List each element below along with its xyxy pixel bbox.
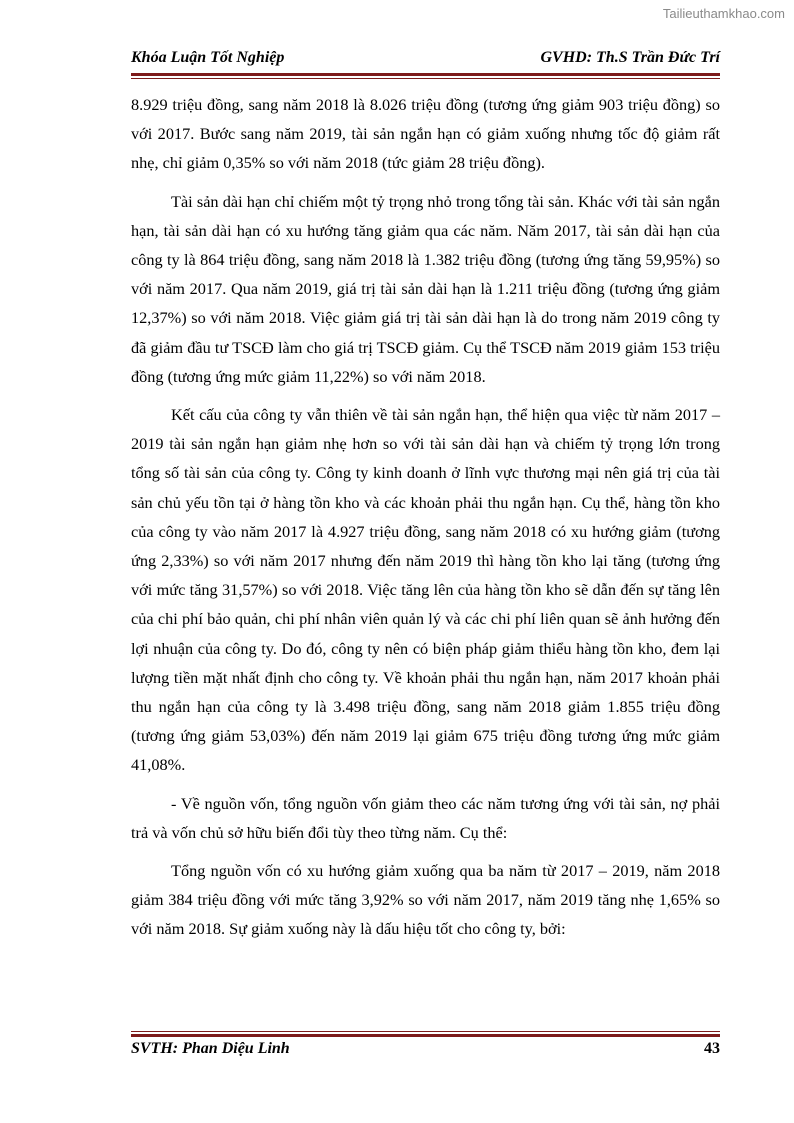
footer-student: SVTH: Phan Diệu Linh [131, 1040, 290, 1057]
header-rule-thick [131, 73, 720, 76]
footer-rule-thin [131, 1031, 720, 1032]
watermark-text: Tailieuthamkhao.com [662, 6, 785, 21]
page-number: 43 [704, 1040, 720, 1057]
page-body [131, 90, 720, 953]
paragraph-long-term-assets: Tài sản dài hạn chỉ chiếm một tỷ trọng nhỏ trong tổng tài sản. Khác với tài sản ngắn hạn, tài sản dài hạn có xu hướng tăng giảm qua các năm. Năm 2017, tài sản dài hạn của công ty là 864 triệu đồng, sang năm 2018 là 1.382 triệu đồng (tương ứng tăng 59,95%) so với năm 2017. Qua năm 2019, giá trị tài sản dài hạn là 1.211 triệu đồng (tương ứng giảm 12,37%) so với năm 2018. Việc giảm giá trị tài sản dài hạn là do trong năm 2019 công ty đã giảm đầu tư TSCĐ làm cho giá trị TSCĐ giảm. Cụ thể TSCĐ năm 2019 giảm 153 triệu đồng (tương ứng mức giảm 11,22%) so với năm 2018. [131, 191, 720, 386]
paragraph-total-capital: Tổng nguồn vốn có xu hướng giảm xuống qua ba năm từ 2017 – 2019, năm 2018 giảm 384 triệu đồng với mức tăng 3,92% so với năm 2017, năm 2019 tăng nhẹ 1,65% so với năm 2018. Sự giảm xuống này là dấu hiệu tốt cho công ty, bởi: [131, 861, 720, 939]
header-thesis-title: Khóa Luận Tốt Nghiệp [131, 49, 285, 66]
header-rule-thin [131, 78, 720, 79]
page-footer [131, 1040, 720, 1062]
footer-rule-thick [131, 1034, 720, 1037]
paragraph-continuation: 8.929 triệu đồng, sang năm 2018 là 8.026 triệu đồng (tương ứng giảm 903 triệu đồng) so với 2017. Bước sang năm 2019, tài sản ngắn hạn có giảm xuống nhưng tốc độ giảm rất nhẹ, chỉ giảm 0,35% so với năm 2018 (tức giảm 28 triệu đồng). [131, 95, 720, 173]
paragraph-asset-structure: Kết cấu của công ty vẫn thiên về tài sản ngắn hạn, thể hiện qua việc từ năm 2017 – 2019 tài sản ngắn hạn giảm nhẹ hơn so với tài sản dài hạn và chiếm tỷ trọng lớn trong tổng số tài sản của công ty. Công ty kinh doanh ở lĩnh vực thương mại nên giá trị của tài sản chủ yếu tồn tại ở hàng tồn kho và các khoản phải thu ngắn hạn. Cụ thể, hàng tồn kho của công ty vào năm 2017 là 4.927 triệu đồng, sang năm 2018 có xu hướng giảm (tương ứng 2,33%) so với năm 2017 nhưng đến năm 2019 thì hàng tồn kho lại tăng (tương ứng với mức tăng 31,57%) so với 2018. Việc tăng lên của hàng tồn kho sẽ dẫn đến sự tăng lên của chi phí bảo quản, chi phí nhân viên quản lý và các chi phí liên quan sẽ ảnh hưởng đến lợi nhuận của công ty. Do đó, công ty nên có biện pháp giảm thiểu hàng tồn kho, đem lại lượng tiền mặt nhất định cho công ty. Về khoản phải thu ngắn hạn, năm 2017 khoản phải thu ngắn hạn của công ty là 3.498 triệu đồng, sang năm 2018 giảm 1.855 triệu đồng (tương ứng giảm 53,03%) đến năm 2019 lại giảm 675 triệu đồng tương ứng mức giảm 41,08%. [131, 405, 720, 775]
page-header [131, 49, 720, 71]
header-advisor: GVHD: Th.S Trần Đức Trí [540, 49, 720, 66]
paragraph-capital-sources: - Về nguồn vốn, tổng nguồn vốn giảm theo các năm tương ứng với tài sản, nợ phải trả và vốn chủ sở hữu biến đổi tùy theo từng năm. Cụ thể: [131, 793, 720, 842]
